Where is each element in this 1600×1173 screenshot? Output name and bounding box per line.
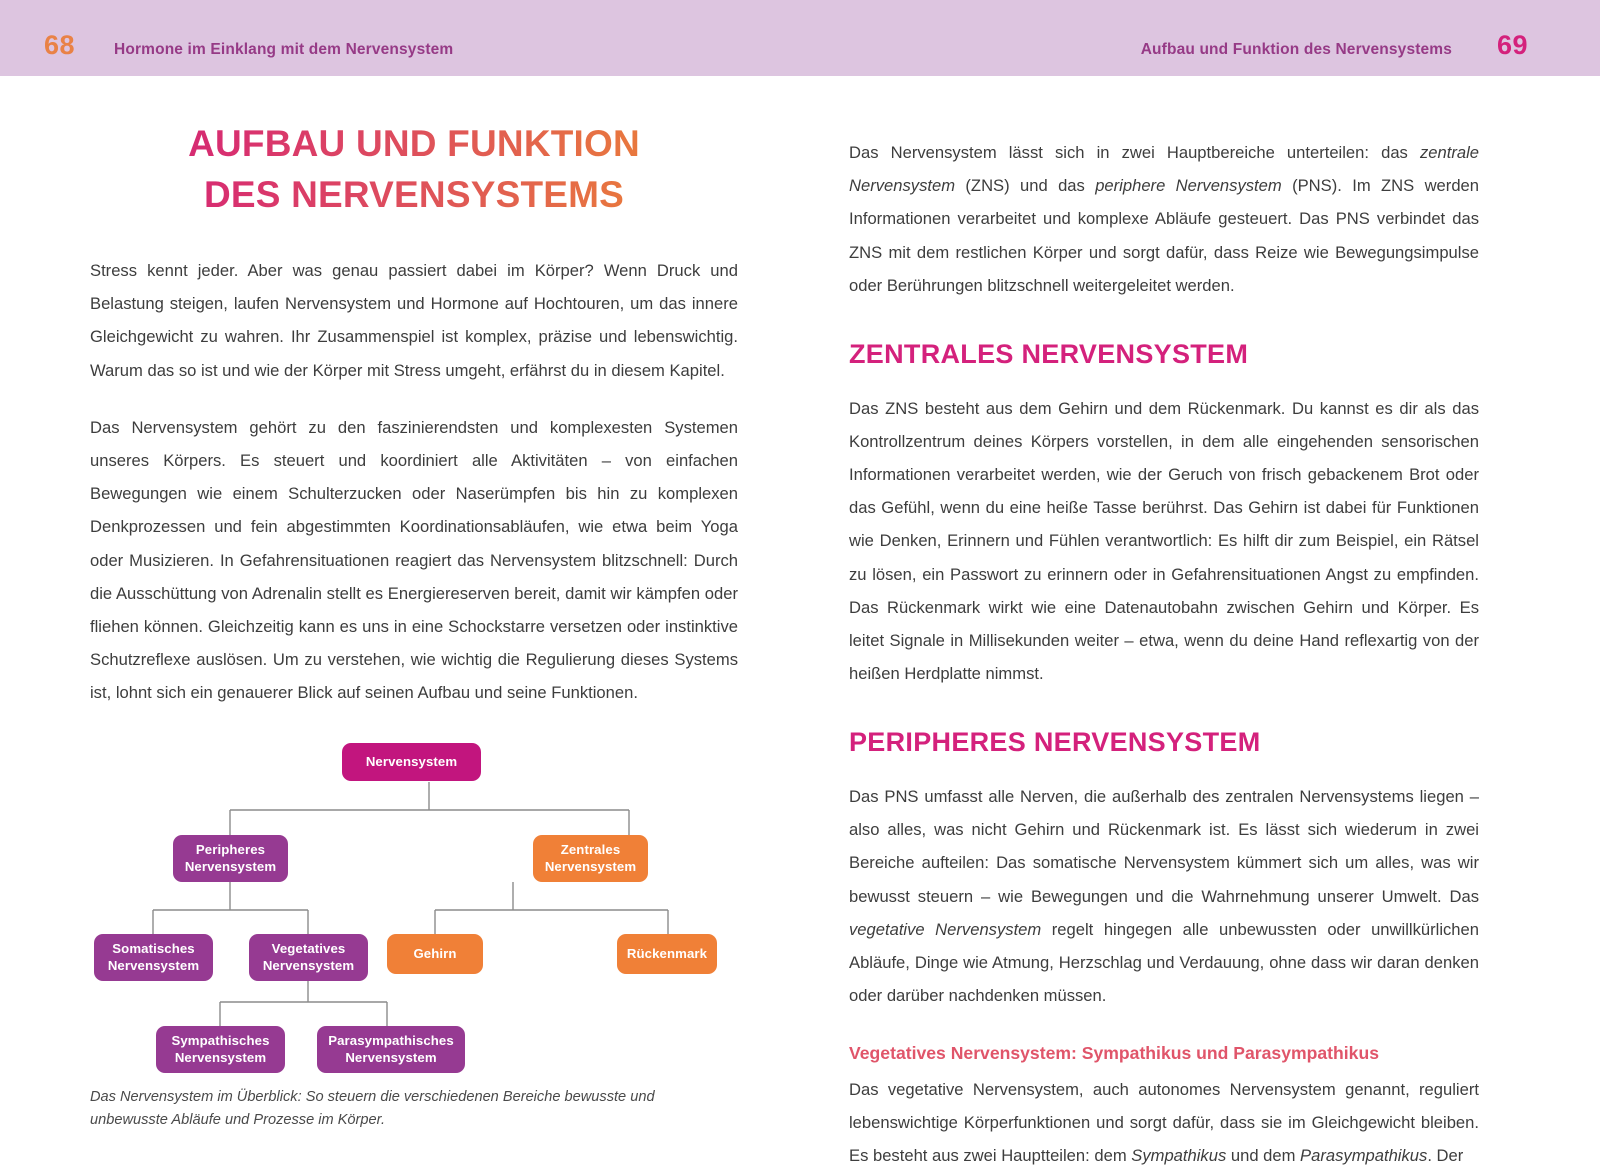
node-label: Parasympathisches Nervensystem [328, 1032, 454, 1066]
intro-paragraph-2: Das Nervensystem gehört zu den faszinierendsten und komplexesten Systemen unseres Körpers. Es steuert und koordiniert alle Aktivitäten – von einfachen Bewegungen wie einem Schulterzucken oder Naserümpfen bis hin zu komplexen Denkprozessen und fein abgestimmten Koordinationsabläufen, wie etwa beim Yoga oder Musizieren. In Gefahrensituationen reagiert das Nervensystem blitzschnell: Durch die Ausschüttung von Adrenalin stellt es Energiereserven bereit, damit wir kämpfen oder fliehen können. Gleichzeitig kann es uns in eine Schockstarre versetzen oder instinktive Schutzreflexe auslösen. Um zu verstehen, wie wichtig die Regulierung dieses Systems ist, lohnt sich ein genauerer Blick auf seinen Aufbau und seine Funktionen. [90, 417, 738, 703]
veg-text-c: . Der [1427, 1146, 1464, 1166]
intro-text-c: (PNS). Im ZNS werden Informationen verarbeitet und komplexe Abläufe gesteuert. Das PNS verbindet das ZNS mit dem restlichen Körper und sorgt dafür, dass Reize wie Bewegungsimpulse oder Berührungen blitzschnell weitergeleitet werden. [849, 176, 1479, 295]
right-page-column [849, 136, 1479, 1173]
node-parasympathisches-nervensystem [317, 1026, 465, 1073]
chapter-title [90, 118, 738, 220]
node-sympathisches-nervensystem [156, 1026, 285, 1073]
chapter-title-line-2: DES NERVENSYSTEMS [203, 174, 625, 216]
pns-text-a: Das PNS umfasst alle Nerven, die außerhalb des zentralen Nervensystems liegen – also alles, was nicht Gehirn und Rückenmark ist. Es lässt sich wiederum in zwei Bereiche aufteilen: Das somatische Nervensystem kümmert sich um alles, was wir bewusst steuern – wie Bewegungen und die Wahrnehmung unserer Umwelt. Das [849, 787, 1479, 906]
figure-caption: Das Nervensystem im Überblick: So steuern die verschiedenen Bereiche bewusste und unbewusste Abläufe und Prozesse im Körper. [90, 1088, 655, 1129]
subheading-vegetatives-nervensystem: Vegetatives Nervensystem: Sympathikus und Parasympathikus [849, 1043, 1379, 1064]
node-label: Zentrales Nervensystem [544, 841, 637, 875]
running-head-right: Aufbau und Funktion des Nervensystems [1140, 41, 1452, 58]
zns-paragraph: Das ZNS besteht aus dem Gehirn und dem Rückenmark. Du kannst es dir als das Kontrollzentrum deines Körpers vorstellen, in dem alle eingehenden sensorischen Informationen verarbeitet werden, wie der Geruch von frisch gebackenem Brot oder das Gefühl, wenn du eine heiße Tasse berührst. Das Gehirn ist dabei für Funktionen wie Denken, Erinnern und Fühlen verantwortlich: Es hilft dir zum Beispiel, ein Rätsel zu lösen, ein Passwort zu erinnern oder in Gefahrensituationen Angst zu empfinden. Das Rückenmark wirkt wie eine Datenautobahn zwischen Gehirn und Körper. Es leitet Signale in Millisekunden weiter – etwa, wenn du deine Hand reflexartig von der heißen Herdplatte nimmst. [849, 398, 1479, 684]
intro-paragraph-1: Stress kennt jeder. Aber was genau passiert dabei im Körper? Wenn Druck und Belastung steigen, laufen Nervensystem und Hormone auf Hochtouren, um das innere Gleichgewicht zu wahren. Ihr Zusammenspiel ist komplex, präzise und lebenswichtig. Warum das so ist und wie der Körper mit Stress umgeht, erfährst du in diesem Kapitel. [90, 261, 738, 380]
running-header-band [0, 0, 1600, 76]
veg-text-b: und dem [1226, 1146, 1301, 1166]
node-vegetatives-nervensystem [249, 934, 368, 981]
running-head-left: Hormone im Einklang mit dem Nervensystem [114, 41, 454, 58]
diagram-connector-lines [90, 734, 738, 1064]
node-gehirn [387, 934, 483, 974]
node-label: Gehirn [413, 945, 457, 961]
intro-text-a: Das Nervensystem lässt sich in zwei Hauptbereiche unterteilen: das [849, 143, 1420, 162]
emphasis-parasympathikus: Parasympathikus [1300, 1146, 1428, 1166]
node-nervensystem [342, 743, 481, 781]
pns-paragraph [849, 780, 1479, 1012]
node-label: Vegetatives Nervensystem [262, 940, 355, 974]
pns-text-b: regelt hingegen alle unbewussten oder unwillkürlichen Abläufe, Dinge wie Atmung, Herzschlag und Verdauung, ohne dass wir daran denken oder darüber nachdenken müssen. [849, 919, 1479, 1006]
emphasis-zentrale-nervensystem: zentrale Nervensystem [849, 143, 1479, 196]
emphasis-periphere-nervensystem: periphere Nervensystem [1095, 176, 1282, 196]
node-label: Rückenmark [626, 945, 708, 961]
veg-text-a: Das vegetative Nervensystem, auch autonomes Nervensystem genannt, reguliert lebenswichtige Körperfunktionen und sorgt dafür, dass sie im Gleichgewicht bleiben. Es besteht aus zwei Hauptteilen: dem [849, 1080, 1479, 1166]
node-peripheres-nervensystem [173, 835, 288, 882]
section-heading-zns: ZENTRALES NERVENSYSTEM [849, 338, 1249, 369]
intro-paragraph-right [849, 136, 1479, 302]
vegetatives-paragraph [849, 1073, 1479, 1173]
chapter-title-line-1: AUFBAU UND FUNKTION [188, 123, 640, 164]
node-label: Somatisches Nervensystem [107, 940, 200, 974]
nervous-system-tree-diagram [90, 734, 738, 1064]
node-label: Peripheres Nervensystem [184, 841, 277, 875]
left-page-column [90, 118, 738, 1133]
node-label: Sympathisches Nervensystem [171, 1032, 270, 1066]
page-number-left: 68 [44, 30, 76, 60]
emphasis-vegetative-nervensystem: vegetative Nervensystem [849, 919, 1042, 939]
intro-text-b: (ZNS) und das [955, 176, 1096, 196]
node-rueckenmark [617, 934, 717, 974]
node-zentrales-nervensystem [533, 835, 648, 882]
section-heading-pns: PERIPHERES NERVENSYSTEM [849, 727, 1261, 758]
node-label: Nervensystem [365, 753, 458, 769]
node-somatisches-nervensystem [94, 934, 213, 981]
page-number-right: 69 [1496, 30, 1528, 60]
emphasis-sympathikus: Sympathikus [1131, 1146, 1227, 1166]
